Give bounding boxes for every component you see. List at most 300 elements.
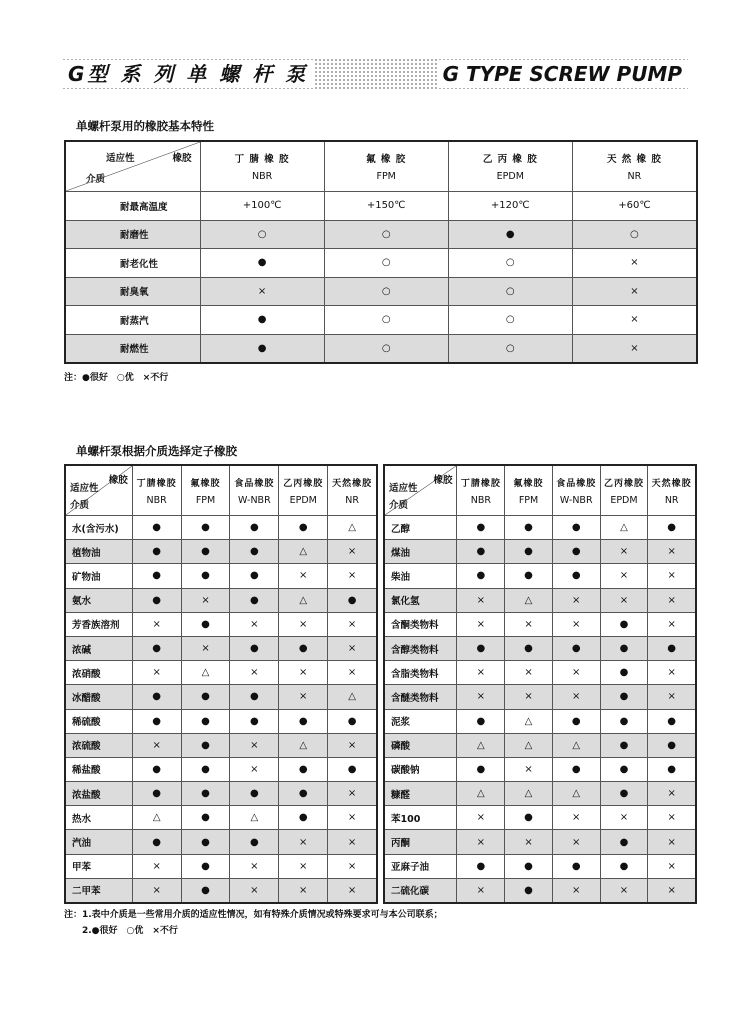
rating-cell: △ <box>279 588 328 612</box>
column-header <box>200 141 324 192</box>
rating-cell: ○ <box>448 334 572 363</box>
column-header-en: W-NBR <box>559 494 593 506</box>
row-label: 磷酸 <box>384 733 457 757</box>
rating-cell: ● <box>600 709 648 733</box>
column-header-en: EPDM <box>289 494 317 506</box>
row-label: 稀盐酸 <box>65 757 132 781</box>
column-header <box>648 465 696 516</box>
rating-cell: △ <box>505 709 553 733</box>
rating-cell: × <box>328 878 377 903</box>
rating-cell: × <box>648 564 696 588</box>
row-label: 糠醛 <box>384 782 457 806</box>
row-label: 亚麻子油 <box>384 854 457 878</box>
rating-cell: ● <box>505 636 553 660</box>
rating-cell: ● <box>181 757 230 781</box>
column-header-cn: 丁腈橡胶 <box>460 478 501 489</box>
column-header-cn: 天然橡胶 <box>332 478 373 489</box>
rating-cell: ● <box>181 854 230 878</box>
rating-cell: × <box>230 854 279 878</box>
rating-cell: △ <box>457 782 505 806</box>
column-header <box>552 465 600 516</box>
header-row <box>384 465 696 516</box>
rating-cell: × <box>230 661 279 685</box>
table-row <box>384 612 696 636</box>
column-header-cn: 天然橡胶 <box>651 478 692 489</box>
rating-cell: +150℃ <box>324 192 448 221</box>
row-label: 苯100 <box>384 806 457 830</box>
column-header <box>279 465 328 516</box>
rating-cell: × <box>457 588 505 612</box>
column-header <box>181 465 230 516</box>
rating-cell: ● <box>181 782 230 806</box>
column-header-en: NBR <box>251 171 273 182</box>
row-label: 浓碱 <box>65 636 132 660</box>
table2-right <box>383 464 697 904</box>
rating-cell: × <box>572 249 697 278</box>
table1-title: 单螺杆泵用的橡胶基本特性 <box>76 119 214 133</box>
rating-cell: ● <box>648 636 696 660</box>
rating-cell: ● <box>448 220 572 249</box>
table-row <box>65 588 377 612</box>
table-row <box>65 220 697 249</box>
rating-cell: × <box>328 564 377 588</box>
corner-top-left: 适应性 <box>106 153 135 164</box>
rating-cell: × <box>328 612 377 636</box>
table-row <box>65 685 377 709</box>
rating-cell: ○ <box>324 334 448 363</box>
rating-cell: ● <box>552 636 600 660</box>
row-label: 芳香族溶剂 <box>65 612 132 636</box>
rating-cell: △ <box>505 733 553 757</box>
row-label: 浓硫酸 <box>65 733 132 757</box>
corner-bottom-left: 介质 <box>70 500 90 511</box>
rating-cell: ● <box>505 564 553 588</box>
rating-cell: × <box>572 334 697 363</box>
table2-left <box>64 464 378 904</box>
rating-cell: ● <box>181 540 230 564</box>
rating-cell: △ <box>230 806 279 830</box>
table-row <box>65 249 697 278</box>
rating-cell: ● <box>328 588 377 612</box>
rating-cell: × <box>328 733 377 757</box>
rating-cell: ● <box>328 709 377 733</box>
rating-cell: × <box>505 757 553 781</box>
rating-cell: × <box>200 277 324 306</box>
column-header <box>230 465 279 516</box>
corner-top-left: 适应性 <box>70 483 99 494</box>
table-row <box>384 854 696 878</box>
row-label: 含酮类物料 <box>384 612 457 636</box>
column-header-cn: 丁 腈 橡 胶 <box>234 154 290 165</box>
rating-cell: × <box>552 661 600 685</box>
rating-cell: ● <box>230 782 279 806</box>
rating-cell: △ <box>181 661 230 685</box>
rating-cell: ● <box>181 709 230 733</box>
table2-note-line1: 注：1.表中介质是一些常用介质的适应性情况，如有特殊介质情况或特殊要求可与本公司联系； <box>64 910 443 920</box>
rating-cell: ○ <box>324 220 448 249</box>
rating-cell: ● <box>181 806 230 830</box>
rating-cell: ● <box>132 757 181 781</box>
rating-cell: ● <box>181 878 230 903</box>
rating-cell: ● <box>132 540 181 564</box>
column-header-cn: 丁腈橡胶 <box>136 478 177 489</box>
table-row <box>65 854 377 878</box>
column-header <box>572 141 697 192</box>
rating-cell: △ <box>505 782 553 806</box>
rating-cell: × <box>279 661 328 685</box>
corner-top-left: 适应性 <box>389 483 418 494</box>
rating-cell: × <box>328 806 377 830</box>
row-label: 浓硝酸 <box>65 661 132 685</box>
rating-cell: ● <box>181 685 230 709</box>
table-row <box>65 830 377 854</box>
column-header <box>448 141 572 192</box>
rating-cell: × <box>572 277 697 306</box>
table-row <box>384 588 696 612</box>
column-header-en: NR <box>664 494 679 506</box>
header-row <box>65 141 697 192</box>
rating-cell: ● <box>648 757 696 781</box>
rating-cell: × <box>600 540 648 564</box>
rating-cell: × <box>279 830 328 854</box>
header-title-cn: G型 系 列 单 螺 杆 泵 <box>62 60 314 88</box>
row-label: 植物油 <box>65 540 132 564</box>
column-header-cn: 氟 橡 胶 <box>366 154 407 165</box>
rating-cell: × <box>552 806 600 830</box>
column-header-en: NR <box>345 494 359 506</box>
column-header-en: NR <box>627 171 642 182</box>
corner-cell <box>65 141 200 192</box>
rating-cell: ● <box>505 878 553 903</box>
rating-cell: ● <box>505 540 553 564</box>
row-label: 冰醋酸 <box>65 685 132 709</box>
corner-top-right: 橡胶 <box>172 153 192 164</box>
rating-cell: × <box>648 878 696 903</box>
rating-cell: ● <box>230 564 279 588</box>
row-label: 水(含污水) <box>65 516 132 540</box>
rating-cell: ● <box>328 757 377 781</box>
rating-cell: ● <box>279 516 328 540</box>
rating-cell: ● <box>505 806 553 830</box>
row-label: 甲苯 <box>65 854 132 878</box>
rating-cell: × <box>457 806 505 830</box>
rating-cell: × <box>648 588 696 612</box>
column-header-en: FPM <box>376 171 396 182</box>
rating-cell: × <box>279 564 328 588</box>
rating-cell: ● <box>200 249 324 278</box>
rating-cell: × <box>328 830 377 854</box>
rating-cell: × <box>648 806 696 830</box>
rating-cell: ● <box>279 782 328 806</box>
rating-cell: ● <box>648 733 696 757</box>
rating-cell: × <box>648 685 696 709</box>
header-title-en: G TYPE SCREW PUMP <box>437 60 688 88</box>
table-row <box>384 564 696 588</box>
table-row <box>65 806 377 830</box>
rating-cell: ● <box>279 806 328 830</box>
header-row <box>65 465 377 516</box>
rating-cell: ● <box>505 854 553 878</box>
rating-cell: ● <box>230 685 279 709</box>
row-label: 矿物油 <box>65 564 132 588</box>
rating-cell: × <box>552 878 600 903</box>
rating-cell: ● <box>230 588 279 612</box>
rating-cell: ● <box>600 733 648 757</box>
corner-cell <box>384 465 457 516</box>
rating-cell: △ <box>328 516 377 540</box>
row-label: 耐老化性 <box>65 249 200 278</box>
row-label: 丙酮 <box>384 830 457 854</box>
page-header <box>62 58 688 90</box>
table-row <box>384 806 696 830</box>
table-row <box>384 540 696 564</box>
rating-cell: × <box>648 782 696 806</box>
rating-cell: × <box>457 830 505 854</box>
column-header-en: FPM <box>195 494 216 506</box>
rating-cell: × <box>552 685 600 709</box>
row-label: 含脂类物料 <box>384 661 457 685</box>
row-label: 汽油 <box>65 830 132 854</box>
rating-cell: ● <box>457 540 505 564</box>
table-row <box>65 516 377 540</box>
rating-cell: × <box>648 540 696 564</box>
rating-cell: × <box>132 854 181 878</box>
rating-cell: +100℃ <box>200 192 324 221</box>
rating-cell: × <box>600 878 648 903</box>
rating-cell: × <box>505 661 553 685</box>
rating-cell: × <box>457 878 505 903</box>
rating-cell: ● <box>230 709 279 733</box>
rating-cell: × <box>230 878 279 903</box>
rating-cell: × <box>279 878 328 903</box>
corner-top-right: 橡胶 <box>433 475 453 486</box>
column-header-cn: 乙丙橡胶 <box>603 478 644 489</box>
rating-cell: × <box>552 588 600 612</box>
rating-cell: × <box>132 878 181 903</box>
row-label: 柴油 <box>384 564 457 588</box>
rating-cell: × <box>572 306 697 335</box>
rating-cell: ● <box>132 830 181 854</box>
table1-note: 注：●很好 ○优 ×不行 <box>64 373 169 383</box>
rating-cell: × <box>457 612 505 636</box>
rating-cell: × <box>600 806 648 830</box>
row-label: 含醇类物料 <box>384 636 457 660</box>
table-row <box>65 636 377 660</box>
corner-bottom-left: 介质 <box>86 174 106 185</box>
row-label: 煤油 <box>384 540 457 564</box>
column-header-cn: 食品橡胶 <box>556 478 597 489</box>
table-row <box>65 661 377 685</box>
column-header-cn: 食品橡胶 <box>234 478 275 489</box>
rating-cell: ● <box>552 854 600 878</box>
rating-cell: ● <box>132 709 181 733</box>
column-header <box>328 465 377 516</box>
table-row <box>384 733 696 757</box>
column-header-cn: 氟橡胶 <box>513 478 544 489</box>
rating-cell: × <box>328 854 377 878</box>
rating-cell: ○ <box>448 249 572 278</box>
column-header-cn: 乙 丙 橡 胶 <box>482 154 538 165</box>
rating-cell: ● <box>457 709 505 733</box>
rating-cell: ● <box>552 709 600 733</box>
rating-cell: × <box>457 685 505 709</box>
rating-cell: × <box>181 588 230 612</box>
rating-cell: × <box>648 661 696 685</box>
rating-cell: × <box>457 661 505 685</box>
column-header-en: FPM <box>518 494 539 506</box>
rating-cell: ● <box>552 516 600 540</box>
corner-top-right: 橡胶 <box>108 475 128 486</box>
column-header-en: NBR <box>470 494 491 506</box>
rating-cell: ● <box>181 830 230 854</box>
rating-cell: △ <box>457 733 505 757</box>
row-label: 氨水 <box>65 588 132 612</box>
table-row <box>65 306 697 335</box>
row-label: 浓盐酸 <box>65 782 132 806</box>
rating-cell: ● <box>132 516 181 540</box>
rating-cell: +60℃ <box>572 192 697 221</box>
rating-cell: △ <box>279 733 328 757</box>
rating-cell: ● <box>132 564 181 588</box>
rating-cell: × <box>328 782 377 806</box>
row-label: 耐最高温度 <box>65 192 200 221</box>
rating-cell: × <box>552 830 600 854</box>
rating-cell: × <box>230 733 279 757</box>
table-row <box>384 757 696 781</box>
table-row <box>384 878 696 903</box>
rating-cell: ○ <box>448 277 572 306</box>
rating-cell: ● <box>600 757 648 781</box>
table-row <box>65 192 697 221</box>
rating-cell: ● <box>552 564 600 588</box>
row-label: 氯化氢 <box>384 588 457 612</box>
rating-cell: ● <box>230 636 279 660</box>
table1 <box>64 140 698 364</box>
rating-cell: × <box>132 612 181 636</box>
table-row <box>65 612 377 636</box>
rating-cell: × <box>279 854 328 878</box>
row-label: 乙醇 <box>384 516 457 540</box>
rating-cell: ● <box>132 588 181 612</box>
rating-cell: × <box>600 564 648 588</box>
rating-cell: ● <box>279 709 328 733</box>
rating-cell: × <box>648 830 696 854</box>
row-label: 二硫化碳 <box>384 878 457 903</box>
rating-cell: × <box>648 854 696 878</box>
rating-cell: × <box>648 612 696 636</box>
rating-cell: × <box>279 685 328 709</box>
rating-cell: × <box>181 636 230 660</box>
rating-cell: × <box>328 661 377 685</box>
rating-cell: ● <box>648 709 696 733</box>
rating-cell: ● <box>600 830 648 854</box>
table-row <box>65 878 377 903</box>
rating-cell: ● <box>279 757 328 781</box>
corner-bottom-left: 介质 <box>389 500 409 511</box>
rating-cell: × <box>230 757 279 781</box>
rating-cell: × <box>505 612 553 636</box>
rating-cell: ○ <box>324 306 448 335</box>
table-row <box>384 685 696 709</box>
rating-cell: ● <box>505 516 553 540</box>
rating-cell: +120℃ <box>448 192 572 221</box>
table-row <box>384 636 696 660</box>
column-header <box>505 465 553 516</box>
table-row <box>384 516 696 540</box>
table2-note-line2: 2.●很好 ○优 ×不行 <box>82 926 178 936</box>
rating-cell: △ <box>600 516 648 540</box>
table-row <box>65 782 377 806</box>
rating-cell: ● <box>600 661 648 685</box>
column-header-cn: 乙丙橡胶 <box>283 478 324 489</box>
column-header <box>600 465 648 516</box>
rating-cell: ● <box>600 854 648 878</box>
rating-cell: ● <box>230 830 279 854</box>
rating-cell: ● <box>132 685 181 709</box>
rating-cell: ○ <box>324 277 448 306</box>
rating-cell: ● <box>132 636 181 660</box>
rating-cell: △ <box>328 685 377 709</box>
rating-cell: ● <box>457 854 505 878</box>
rating-cell: ● <box>230 540 279 564</box>
rating-cell: △ <box>279 540 328 564</box>
rating-cell: ● <box>457 516 505 540</box>
table-row <box>65 334 697 363</box>
rating-cell: ● <box>600 782 648 806</box>
rating-cell: ● <box>600 636 648 660</box>
row-label: 耐磨性 <box>65 220 200 249</box>
table2-title: 单螺杆泵根据介质选择定子橡胶 <box>76 444 237 458</box>
column-header-cn: 氟橡胶 <box>190 478 221 489</box>
rating-cell: ● <box>200 306 324 335</box>
rating-cell: × <box>328 636 377 660</box>
rating-cell: × <box>279 612 328 636</box>
rating-cell: ● <box>181 733 230 757</box>
rating-cell: △ <box>552 782 600 806</box>
rating-cell: △ <box>505 588 553 612</box>
rating-cell: ○ <box>200 220 324 249</box>
rating-cell: ● <box>457 636 505 660</box>
table-row <box>384 782 696 806</box>
rating-cell: ● <box>181 564 230 588</box>
column-header <box>457 465 505 516</box>
row-label: 耐蒸汽 <box>65 306 200 335</box>
rating-cell: ● <box>552 757 600 781</box>
row-label: 热水 <box>65 806 132 830</box>
table-row <box>65 564 377 588</box>
rating-cell: ● <box>600 685 648 709</box>
rating-cell: ● <box>181 516 230 540</box>
rating-cell: ● <box>230 516 279 540</box>
column-header-en: NBR <box>146 494 167 506</box>
rating-cell: × <box>132 733 181 757</box>
column-header-en: W-NBR <box>238 494 271 506</box>
row-label: 二甲苯 <box>65 878 132 903</box>
column-header-en: EPDM <box>610 494 638 506</box>
table-row <box>65 540 377 564</box>
row-label: 耐臭氧 <box>65 277 200 306</box>
table-row <box>65 709 377 733</box>
table-row <box>65 277 697 306</box>
rating-cell: × <box>505 830 553 854</box>
rating-cell: ● <box>279 636 328 660</box>
rating-cell: ● <box>600 612 648 636</box>
rating-cell: ● <box>457 564 505 588</box>
rating-cell: ● <box>457 757 505 781</box>
table-row <box>384 661 696 685</box>
table-row <box>65 757 377 781</box>
rating-cell: ● <box>552 540 600 564</box>
